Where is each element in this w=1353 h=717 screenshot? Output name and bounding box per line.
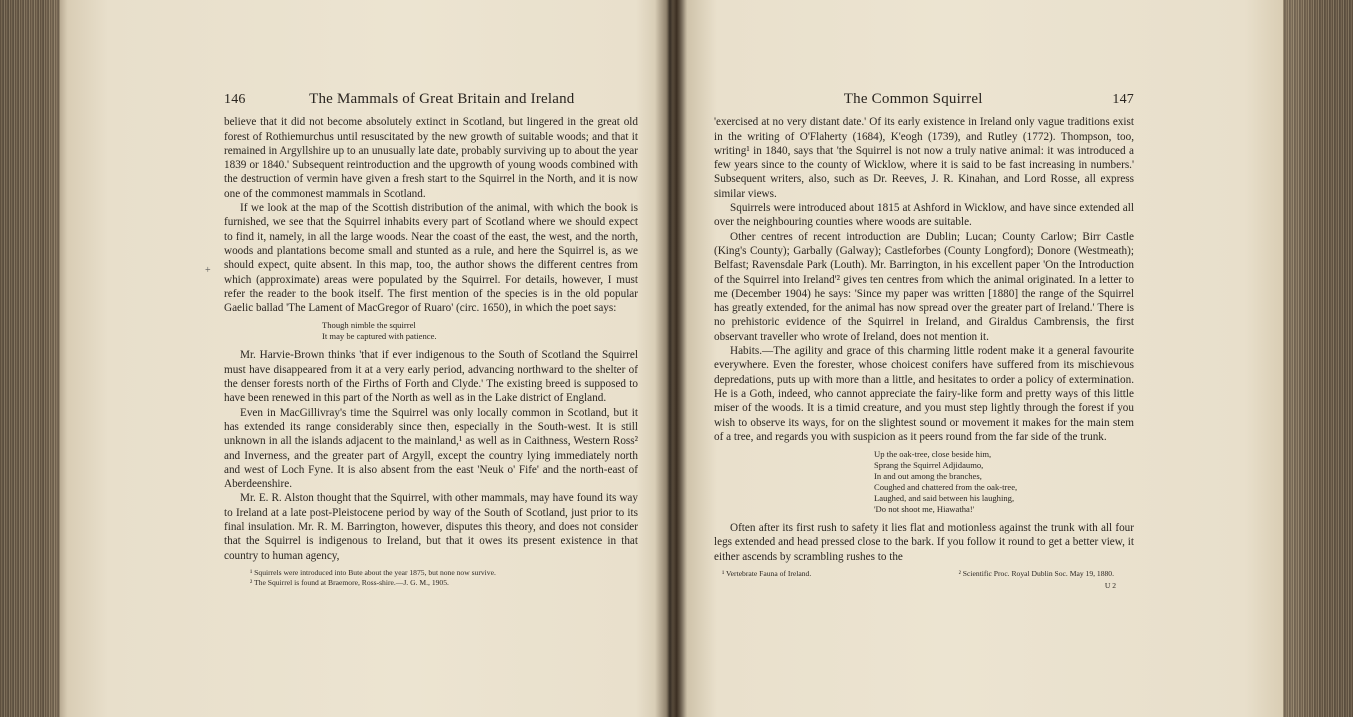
book-gutter — [655, 0, 685, 717]
verse-line: Coughed and chattered from the oak-tree, — [874, 482, 1018, 493]
footnote: ² Scientific Proc. Royal Dublin Soc. May 19, 1880. — [958, 569, 1114, 579]
right-running-title: The Common Squirrel — [843, 91, 983, 107]
left-footnotes — [224, 568, 638, 588]
left-paragraph: Mr. Harvie-Brown thinks 'that if ever indigenous to the South of Scotland the Squirrel must have disappeared from it at a very early period, advancing northward to the shelter of the denser forests north of the Firths of Forth and Clyde.' The existing breed is supposed to have been renewed in this part of the North as well as in the Lake district of England. — [224, 349, 638, 405]
left-paragraph: If we look at the map of the Scottish distribution of the animal, with which the book is furnished, we see that the Squirrel inhabits every part of Scotland where we should expect to find it, namely, in all the large woods. Near the coast of the east, the west, and the north, woods and plantations become small and stunted as a rule, and here the Squirrel is, as we should expect, quite absent. In this map, too, the author shows the different centres from which (approximate) areas were populated by the Squirrel. For details, however, I must refer the reader to the book itself. The first mention of the species is in the old popular Gaelic ballad 'The Lament of MacGregor of Ruaro' (circ. 1650), in which the poet says: — [224, 202, 638, 315]
right-paragraph: Other centres of recent introduction are Dublin; Lucan; County Carlow; Birr Castle (King's County); Garbally (Galway); Castleforbes (County Longford); Donore (Westmeath); Belfast; Ravensdale Park (Louth). Mr. Barrington, in his excellent paper 'On the Introduction of the Squirrel into Ireland'² gives ten centres from which the animal originated. In a letter to me (December 1904) he says: 'Since my paper was written [1880] the range of the Squirrel has greatly extended, for the animal has now spread over the greater part of Ireland.' There is no prehistoric evidence of the Squirrel in Ireland, and Giraldus Cambrensis, the first observant traveller who wrote of Ireland, does not mention it. — [714, 230, 1134, 343]
footnote: ¹ Vertebrate Fauna of Ireland. — [722, 569, 812, 579]
left-page — [224, 92, 638, 588]
right-paragraph: Squirrels were introduced about 1815 at Ashford in Wicklow, and have since extended all over the neighbouring counties where woods are suitable. — [714, 202, 1134, 229]
left-running-head — [224, 92, 638, 107]
right-verse — [714, 449, 1134, 515]
left-page-number: 146 — [224, 92, 246, 107]
verse-line: Though nimble the squirrel — [322, 320, 416, 331]
page-edges-right — [1283, 0, 1353, 717]
footnote: ¹ Squirrels were introduced into Bute about the year 1875, but none now survive. — [250, 567, 496, 577]
left-verse — [224, 320, 638, 342]
verse-line: Laughed, and said between his laughing, — [874, 493, 1015, 504]
verse-line: 'Do not shoot me, Hiawatha!' — [874, 504, 975, 515]
left-paragraph: Mr. E. R. Alston thought that the Squirrel, with other mammals, may have found its way to Ireland at a late post-Pleistocene period by way of the South of Scotland, just prior to its final insulation. Mr. R. M. Barrington, however, disputes this theory, and does not consider that the Squirrel is indigenous to Ireland, but that it owes its present existence in that country to human agency, — [224, 492, 638, 562]
right-paragraph: Habits.—The agility and grace of this charming little rodent make it a general favourite everywhere. Even the forester, whose choicest conifers have suffered from its mischievous depredations, puts up with more than a little, and hesitates to order a policy of extermination. He is a Goth, indeed, who cannot appreciate the fairy-like form and pretty ways of this little miser of the woods. It is a timid creature, and you must step lightly through the forest if you wish to observe its ways, for on the slightest sound or movement it makes for the main stem of a tree, and regards you with suspicion as it peers round from the far side of the trunk. — [714, 345, 1134, 443]
left-paragraph: Even in MacGillivray's time the Squirrel was only locally common in Scotland, but it has extended its range considerably since then, especially in the South-west. It is still unknown in all the islands adjacent to the mainland,¹ as well as in Caithness, Western Ross² and Inverness, and the greater part of Argyll, except the country lying immediately north and west of Loch Fyne. It is also absent from the east 'Neuk o' Fife' and the north-east of Aberdeenshire. — [224, 406, 638, 491]
verse-line: Up the oak-tree, close beside him, — [874, 449, 992, 460]
page-edges-left — [0, 0, 60, 717]
left-running-title: The Mammals of Great Britain and Ireland — [309, 91, 575, 107]
right-running-head — [714, 92, 1134, 107]
right-paragraph: 'exercised at no very distant date.' Of its early existence in Ireland only vague traditions exist in the writing of O'Flaherty (1684), K'eogh (1739), and Rutley (1772). Thompson, too, writing¹ in 1840, says that 'the Squirrel is not now a truly native animal: it was introduced a few years since to the county of Wicklow, where it is said to be fast increasing in numbers.' Subsequent writers, also, such as Dr. Reeves, J. R. Kinahan, and Lord Rosse, all express similar views. — [714, 116, 1134, 200]
verse-line: In and out among the branches, — [874, 471, 982, 482]
right-page-number: 147 — [1112, 92, 1134, 107]
footnote: ² The Squirrel is found at Braemore, Ross-shire.—J. G. M., 1905. — [250, 577, 449, 587]
signature-mark: U 2 — [1104, 581, 1116, 591]
right-footnotes — [714, 569, 1134, 579]
right-paragraph: Often after its first rush to safety it lies flat and motionless against the trunk with all four legs extended and head pressed close to the bark. If you follow it round to get a better view, it either ascends by scrambling rushes to the — [714, 522, 1134, 563]
left-paragraph: believe that it did not become absolutely extinct in Scotland, but lingered in the great old forest of Rothiemurchus until resuscitated by the new growth of suitable woods; and that it remained in Argyllshire up to an unusually late date, probably surviving up to about the year 1839 or 1840.' Subsequent reintroduction and the upgrowth of young woods combined with the destruction of vermin have given a fresh start to the Squirrel in the North, and it is now one of the commonest mammals in Scotland. — [224, 116, 638, 200]
verse-line: It may be captured with patience. — [322, 331, 437, 342]
right-page — [714, 92, 1134, 593]
margin-mark: + — [205, 265, 211, 276]
verse-line: Sprang the Squirrel Adjidaumo, — [874, 460, 984, 471]
